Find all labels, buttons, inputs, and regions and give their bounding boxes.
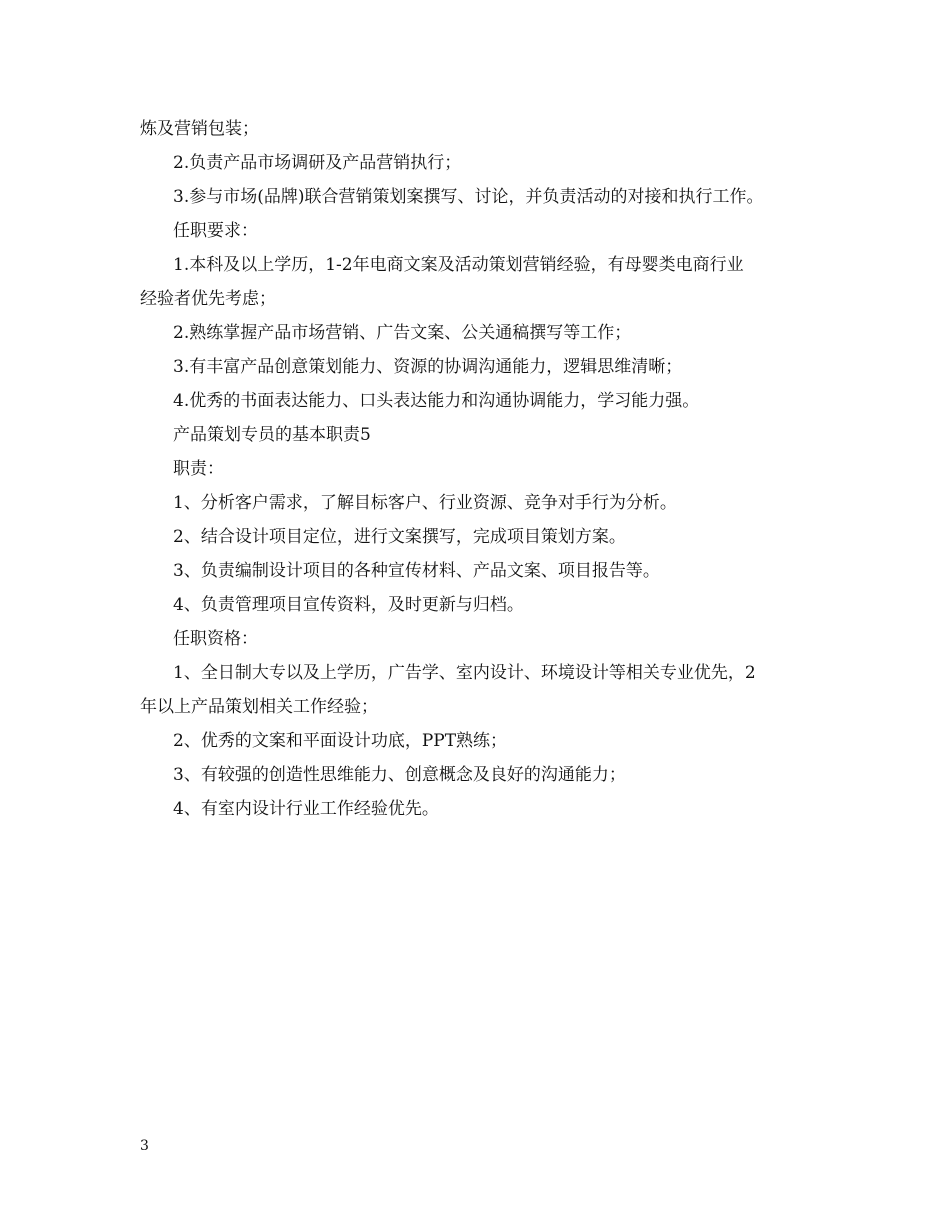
text-line: 3.有丰富产品创意策划能力、资源的协调沟通能力，逻辑思维清晰； [173, 357, 683, 377]
text-line: 3、负责编制设计项目的各种宣传材料、产品文案、项目报告等。 [173, 561, 660, 581]
text-line: 1.本科及以上学历，1-2年电商文案及活动策划营销经验，有母婴类电商行业 [173, 255, 744, 275]
text-line: 3.参与市场(品牌)联合营销策划案撰写、讨论，并负责活动的对接和执行工作。 [173, 187, 764, 207]
text-line: 4、有室内设计行业工作经验优先。 [173, 799, 439, 819]
text-line: 2、结合设计项目定位，进行文案撰写，完成项目策划方案。 [173, 527, 626, 547]
text-line: 2、优秀的文案和平面设计功底，PPT熟练； [173, 731, 508, 751]
text-line: 1、分析客户需求，了解目标客户、行业资源、竞争对手行为分析。 [173, 493, 677, 513]
text-line: 3、有较强的创造性思维能力、创意概念及良好的沟通能力； [173, 765, 626, 785]
text-line: 经验者优先考虑； [140, 289, 276, 309]
section-heading: 任职资格： [173, 629, 258, 649]
page-number: 3 [140, 1138, 149, 1154]
text-line: 2.负责产品市场调研及产品营销执行； [173, 153, 462, 173]
text-line: 炼及营销包装； [140, 119, 259, 139]
text-line: 4.优秀的书面表达能力、口头表达能力和沟通协调能力，学习能力强。 [173, 391, 700, 411]
document-body [140, 112, 820, 826]
section-heading: 任职要求： [173, 221, 258, 241]
section-title: 产品策划专员的基本职责5 [173, 425, 371, 445]
section-heading: 职责： [173, 459, 224, 479]
text-line: 1、全日制大专以及上学历，广告学、室内设计、环境设计等相关专业优先，2 [173, 663, 756, 683]
text-line: 年以上产品策划相关工作经验； [140, 697, 378, 717]
text-line: 2.熟练掌握产品市场营销、广告文案、公关通稿撰写等工作； [173, 323, 632, 343]
text-line: 4、负责管理项目宣传资料，及时更新与归档。 [173, 595, 524, 615]
